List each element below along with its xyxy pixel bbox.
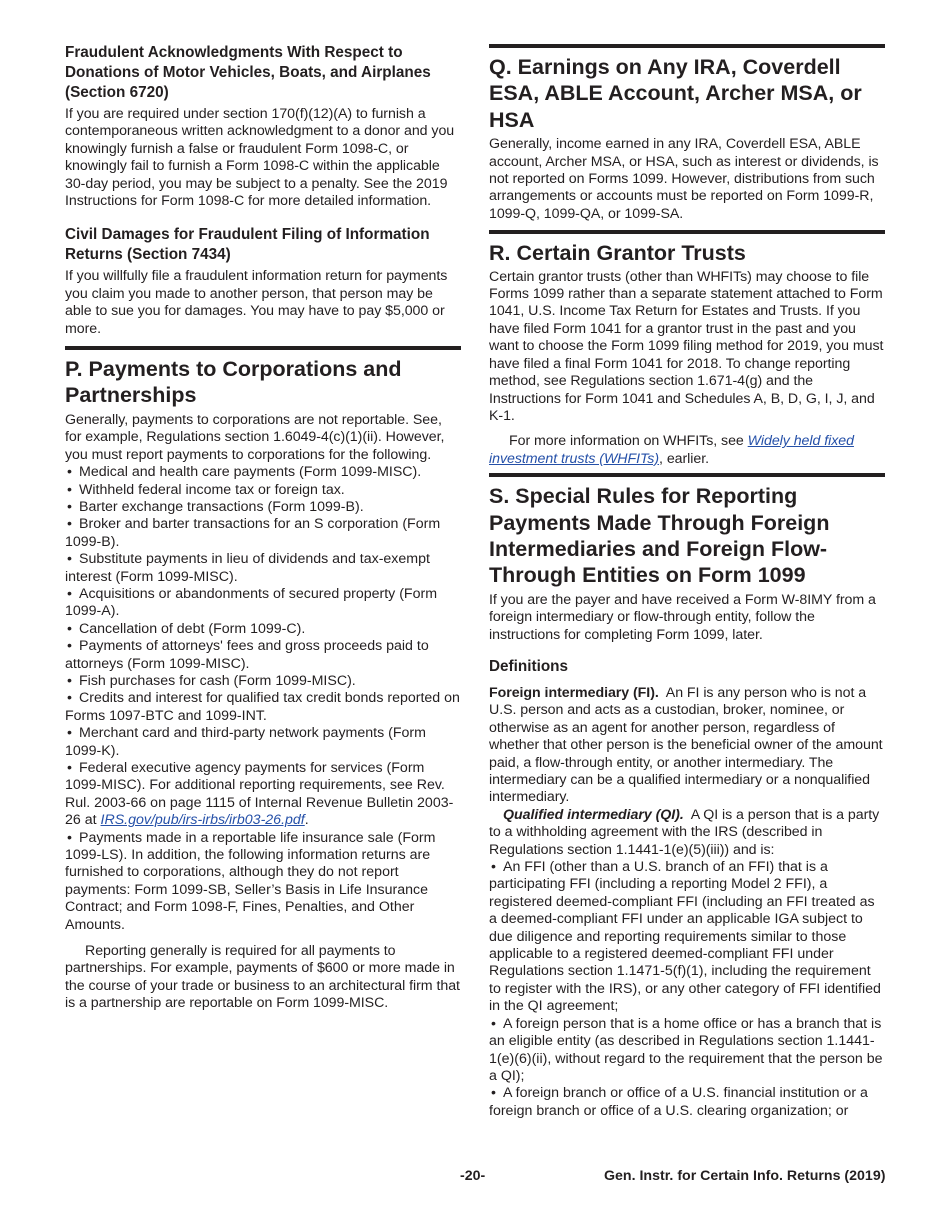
bullet-icon: • [67,725,72,742]
list-item: • Payments made in a reportable life insurance sale (Form 1099-LS). In addition, the following information returns are furnished to corporations, although they do not report payments: Form 1099-SB, Seller’s Basis in Life Insurance Contract; and Form 1098-F, Fines, Penalties, and Other Amounts. [65,829,436,933]
list-item: • Withheld federal income tax or foreign tax. [67,481,345,498]
fi-term: Foreign intermediary (FI). [489,684,659,701]
list-item: • Cancellation of debt (Form 1099-C). [67,620,306,637]
page-number: -20- [460,1168,486,1184]
list-item: • Federal executive agency payments for services (Form 1099-MISC). For additional reporting requirements, see Rev. Rul. 2003-66 on page 1115 of Internal Revenue Bulletin 2003-26 at IRS.gov/pub/irs-irbs/irb03-26.pdf. [65,760,454,829]
fraud-ack-body: If you are required under section 170(f)(12)(A) to furnish a contemporaneous written acknowledgment to a donor and you knowingly furnish a false or fraudulent Form 1098-C, or knowingly fail to furnish a Form 1098-C within the applicable 30-day period, you may be subject to a penalty. See the 2019 Instructions for Form 1098-C for more detailed information. [65,106,455,210]
section-r-body: Certain grantor trusts (other than WHFITs) may choose to file Forms 1099 rather than a separate statement attached to Form 1041, U.S. Income Tax Return for Estates and Trusts. If you have filed Form 1041 for a grantor trust in the past and you want to choose the Form 1099 filing method for 2019, you must have filed a final Form 1041 for 2018. To change reporting method, see Regulations section 1.671-4(g) and the Instructions for Form 1041 and Schedules A, B, D, G, I, J, and K-1. [489,268,884,424]
list-item: • Credits and interest for qualified tax credit bonds reported on Forms 1097-BTC and 1099-INT. [65,690,460,724]
bullet-icon: • [491,1085,496,1102]
qi-term: Qualified intermediary (QI). [503,806,684,823]
bullet-icon: • [67,481,72,498]
bullet-icon: • [67,498,72,515]
definitions-heading: Definitions [489,657,569,675]
bullet-icon: • [67,464,72,481]
left-column [65,0,461,1013]
section-p-bullet-list [65,464,461,934]
bullet-icon: • [67,672,72,689]
qi-definition: Qualified intermediary (QI). A QI is a person that is a party to a withholding agreement with the IRS (described in Regulations section 1.1441-1(e)(5)(iii)) and is: [489,806,880,858]
bullet-icon: • [491,1015,496,1032]
bullet-icon: • [491,859,496,876]
section-p-heading: P. Payments to Corporations and Partnerships [65,357,402,408]
irb-link[interactable]: IRS.gov/pub/irs-irbs/irb03-26.pdf [100,812,305,829]
section-s-body: If you are the payer and have received a Form W-8IMY from a foreign intermediary or flow-through entity, follow the instructions for completing Form 1099, later. [489,591,876,643]
section-p-intro: Generally, payments to corporations are not reportable. See, for example, Regulations section 1.6049-4(c)(1)(ii). However, you must report payments to corporations for the following. [65,411,445,463]
list-item: • Broker and barter transactions for an S corporation (Form 1099-B). [65,516,441,550]
list-item: • Barter exchange transactions (Form 1099-B). [67,498,364,515]
bullet-icon: • [67,638,72,655]
civil-damages-heading: Civil Damages for Fraudulent Filing of Information Returns (Section 7434) [65,226,430,264]
list-item: • A foreign branch or office of a U.S. financial institution or a foreign branch or office of a U.S. clearing organization; or [489,1085,868,1119]
right-column [489,0,885,1120]
whfit-link[interactable]: Widely held fixed investment trusts (WHFITs) [489,433,854,467]
list-item: • A foreign person that is a home office or has a branch that is an eligible entity (as described in Regulations section 1.1441-1(e)(6)(ii), without regard to the requirement that the person be a QI); [489,1015,883,1084]
list-item: • Acquisitions or abandonments of secured property (Form 1099-A). [65,585,438,620]
section-q-heading: Q. Earnings on Any IRA, Coverdell ESA, ABLE Account, Archer MSA, or HSA [489,55,862,132]
document-title-footer: Gen. Instr. for Certain Info. Returns (2019) [604,1168,886,1184]
whfit-more-info: For more information on WHFITs, see Widely held fixed investment trusts (WHFITs), earlier. [489,433,854,467]
section-divider [489,473,885,477]
list-item: • Fish purchases for cash (Form 1099-MISC). [67,672,356,689]
qi-bullet-list [489,859,885,1120]
bullet-icon: • [67,760,72,776]
section-s-heading: S. Special Rules for Reporting Payments Made Through Foreign Intermediaries and Foreign Flow-Through Entities on Form 1099 [489,484,830,588]
section-divider [489,230,885,234]
partnerships-paragraph: Reporting generally is required for all payments to partnerships. For example, payments of $600 or more made in the course of your trade or business to an architectural firm that is a partnership are reportable on Form 1099-MISC. [65,943,460,1012]
bullet-icon: • [67,551,72,568]
section-q-body: Generally, income earned in any IRA, Coverdell ESA, ABLE account, Archer MSA, or HSA, such as interest or dividends, is not reported on Forms 1099. However, distributions from such arrangements or accounts must be reported on Form 1099-R, 1099-Q, 1099-QA, or 1099-SA. [489,136,879,222]
list-item: • An FFI (other than a U.S. branch of an FFI) that is a participating FFI (including a reporting Model 2 FFI), a registered deemed-compliant FFI (including an FFI treated as a deemed-compliant FFI under an applicable IGA subject to due diligence and reporting requirements similar to those applicable to a registered deemed-compliant FFI under Regulations section 1.1471-5(f)(1), including the requirement to register with the IRS), or any other category of FFI identified in the QI agreement; [489,859,881,1015]
bullet-icon: • [67,829,72,846]
bullet-icon: • [67,690,72,707]
list-item: • Payments of attorneys' fees and gross proceeds paid to attorneys (Form 1099-MISC). [65,638,429,672]
section-divider [65,346,461,350]
list-item: • Substitute payments in lieu of dividends and tax-exempt interest (Form 1099-MISC). [65,551,430,585]
bullet-icon: • [67,620,72,637]
civil-damages-body: If you willfully file a fraudulent information return for payments you claim you made to another person, that person may be able to sue you for damages. You may have to pay $5,000 or more. [65,268,448,337]
bullet-icon: • [67,585,72,602]
section-r-heading: R. Certain Grantor Trusts [489,241,746,266]
bullet-icon: • [67,516,72,533]
fi-definition: Foreign intermediary (FI). An FI is any person who is not a U.S. person and acts as a custodian, broker, nominee, or otherwise as an agent for another person, regardless of whether that other person is the beneficial owner of the amount paid, a flow-through entity, or another intermediary. The intermediary can be a qualified intermediary or a nonqualified intermediary. [489,684,883,806]
section-divider [489,44,885,48]
fraud-ack-heading: Fraudulent Acknowledgments With Respect to Donations of Motor Vehicles, Boats, and Airplanes (Section 6720) [65,44,431,101]
list-item: • Medical and health care payments (Form 1099-MISC). [67,464,422,481]
list-item: • Merchant card and third-party network payments (Form 1099-K). [65,725,426,759]
